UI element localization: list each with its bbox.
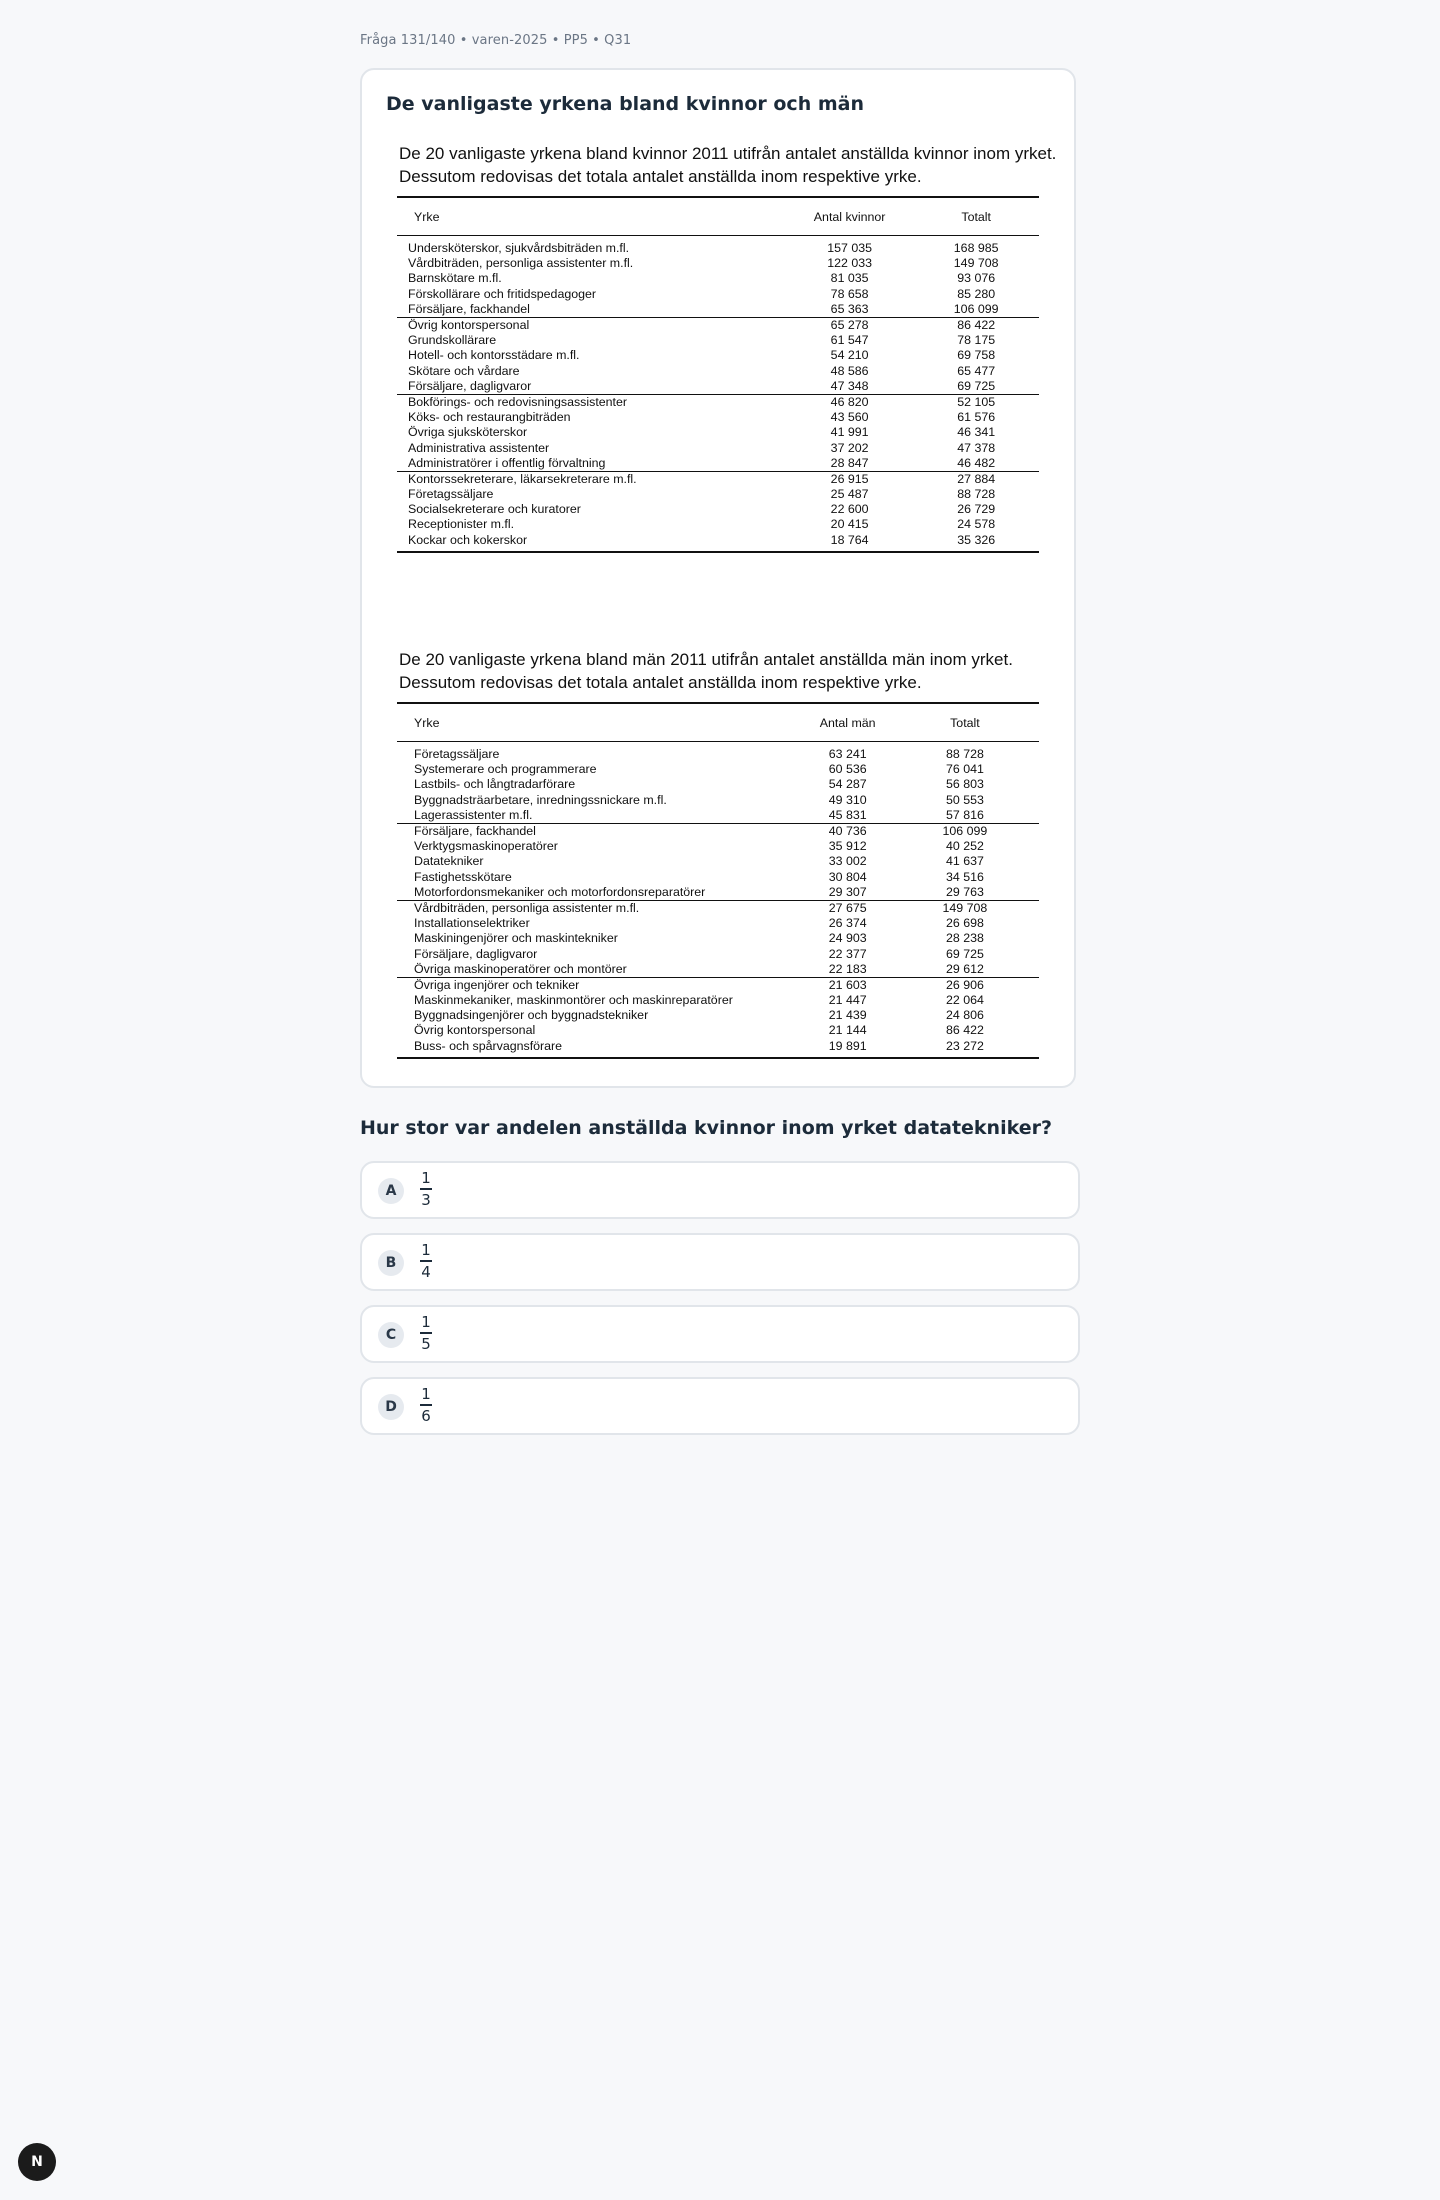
count-cell: 43 560 bbox=[830, 410, 869, 425]
count-cell: 65 278 bbox=[786, 317, 914, 333]
total-cell: 57 816 bbox=[945, 807, 984, 822]
table-row bbox=[397, 931, 1039, 946]
fraction-numerator: 1 bbox=[421, 1241, 431, 1259]
count-cell: 21 447 bbox=[828, 993, 867, 1008]
table-row bbox=[397, 885, 1039, 901]
answer-option-d[interactable] bbox=[360, 1377, 1080, 1435]
occupation-cell: Köks- och restaurangbiträden bbox=[408, 410, 571, 425]
column-header-occupation: Yrke bbox=[397, 197, 786, 236]
occupation-cell: Bokförings- och redovisningsassistenter bbox=[397, 394, 786, 410]
table-row bbox=[397, 993, 1039, 1008]
table-row bbox=[397, 839, 1039, 854]
table-row bbox=[397, 502, 1039, 517]
table-row bbox=[397, 916, 1039, 931]
count-cell: 22 377 bbox=[828, 946, 867, 961]
total-cell: 46 341 bbox=[957, 425, 996, 440]
occupation-cell: Försäljare, fackhandel bbox=[408, 301, 530, 316]
table-row bbox=[397, 348, 1039, 363]
page-content bbox=[360, 0, 1080, 1449]
table-row bbox=[397, 533, 1039, 552]
count-cell: 26 915 bbox=[786, 471, 914, 487]
table-row bbox=[397, 1023, 1039, 1038]
count-cell: 21 144 bbox=[828, 1023, 867, 1038]
fraction-bar bbox=[420, 1332, 432, 1334]
table-row bbox=[397, 241, 1039, 256]
women-caption-line: De 20 vanligaste yrkena bland kvinnor 2011 utifrån antalet anställda kvinnor inom yrket. bbox=[399, 144, 1057, 163]
total-cell: 29 612 bbox=[945, 961, 984, 976]
total-cell: 106 099 bbox=[891, 823, 1039, 839]
total-cell: 28 238 bbox=[945, 931, 984, 946]
count-cell: 18 764 bbox=[786, 533, 914, 552]
count-cell: 19 891 bbox=[805, 1039, 891, 1058]
count-cell: 29 307 bbox=[828, 884, 867, 899]
count-cell: 25 487 bbox=[830, 487, 869, 502]
column-header-total: Totalt bbox=[891, 703, 1039, 742]
count-cell: 78 658 bbox=[830, 286, 869, 301]
count-cell: 24 903 bbox=[828, 931, 867, 946]
total-cell: 22 064 bbox=[945, 993, 984, 1008]
table-row bbox=[397, 317, 1039, 333]
men-table-body bbox=[397, 742, 1039, 1058]
table-row bbox=[397, 977, 1039, 993]
table-row bbox=[397, 379, 1039, 395]
table-row bbox=[397, 471, 1039, 487]
occupation-cell: Grundskollärare bbox=[408, 333, 497, 348]
total-cell: 35 326 bbox=[913, 533, 1039, 552]
occupation-cell: Förskollärare och fritidspedagoger bbox=[408, 286, 597, 301]
fraction-denominator: 4 bbox=[421, 1262, 431, 1281]
total-cell: 50 553 bbox=[945, 792, 984, 807]
men-caption-line: Dessutom redovisas det totala antalet anställda inom respektive yrke. bbox=[399, 673, 922, 692]
fraction-bar bbox=[420, 1404, 432, 1406]
count-cell: 157 035 bbox=[827, 241, 873, 256]
table-row bbox=[397, 1008, 1039, 1023]
table-row bbox=[397, 456, 1039, 472]
count-cell: 45 831 bbox=[828, 807, 867, 822]
table-row bbox=[397, 410, 1039, 425]
table-row bbox=[397, 808, 1039, 824]
count-cell: 60 536 bbox=[828, 762, 867, 777]
occupation-cell: Byggnadsträarbetare, inredningssnickare m.fl. bbox=[414, 792, 667, 807]
occupation-cell: Försäljare, dagligvaror bbox=[408, 378, 532, 393]
question-card bbox=[360, 68, 1076, 1088]
card-title: De vanligaste yrkena bland kvinnor och män bbox=[386, 93, 864, 115]
count-cell: 47 348 bbox=[830, 378, 869, 393]
occupation-cell: Buss- och spårvagnsförare bbox=[397, 1039, 805, 1058]
occupation-cell: Motorfordonsmekaniker och motorfordonsreparatörer bbox=[414, 884, 706, 899]
count-cell: 54 287 bbox=[828, 777, 867, 792]
occupation-cell: Övriga maskinoperatörer och montörer bbox=[414, 961, 627, 976]
women-caption bbox=[397, 142, 1057, 188]
occupation-cell: Maskinmekaniker, maskinmontörer och maskinreparatörer bbox=[414, 993, 733, 1008]
total-cell: 24 578 bbox=[957, 517, 996, 532]
total-cell: 52 105 bbox=[913, 394, 1039, 410]
table-row bbox=[397, 823, 1039, 839]
total-cell: 76 041 bbox=[945, 762, 984, 777]
table-row bbox=[397, 762, 1039, 777]
occupation-cell: Vårdbiträden, personliga assistenter m.fl. bbox=[397, 900, 805, 916]
table-row bbox=[397, 287, 1039, 302]
option-letter-badge: D bbox=[378, 1394, 404, 1420]
occupation-cell: Administrativa assistenter bbox=[408, 440, 550, 455]
total-cell: 34 516 bbox=[945, 869, 984, 884]
table-row bbox=[397, 854, 1039, 869]
table-row bbox=[397, 1039, 1039, 1058]
occupation-cell: Kockar och kokerskor bbox=[397, 533, 786, 552]
table-row bbox=[397, 747, 1039, 762]
total-cell: 61 576 bbox=[957, 410, 996, 425]
table-row bbox=[397, 364, 1039, 379]
count-cell: 61 547 bbox=[830, 333, 869, 348]
count-cell: 48 586 bbox=[830, 363, 869, 378]
occupation-cell: Fastighetsskötare bbox=[414, 869, 512, 884]
answer-option-b[interactable] bbox=[360, 1233, 1080, 1291]
total-cell: 27 884 bbox=[913, 471, 1039, 487]
occupation-cell: Lastbils- och långtradarförare bbox=[414, 777, 576, 792]
option-fraction bbox=[420, 1241, 432, 1281]
total-cell: 41 637 bbox=[945, 854, 984, 869]
table-row bbox=[397, 777, 1039, 792]
total-cell: 93 076 bbox=[957, 271, 996, 286]
table-row bbox=[397, 271, 1039, 286]
total-cell: 78 175 bbox=[957, 333, 996, 348]
men-caption bbox=[397, 648, 1039, 694]
question-breadcrumb: Fråga 131/140 • varen-2025 • PP5 • Q31 bbox=[360, 33, 632, 48]
option-fraction bbox=[420, 1169, 432, 1209]
option-letter-badge: A bbox=[378, 1178, 404, 1204]
column-header-count: Antal män bbox=[805, 703, 891, 742]
count-cell: 65 363 bbox=[830, 301, 869, 316]
table-row bbox=[397, 870, 1039, 885]
count-cell: 22 183 bbox=[828, 961, 867, 976]
count-cell: 28 847 bbox=[830, 455, 869, 470]
occupation-cell: Vårdbiträden, personliga assistenter m.fl. bbox=[408, 256, 634, 271]
occupation-cell: Systemerare och programmerare bbox=[414, 762, 597, 777]
answer-option-c[interactable] bbox=[360, 1305, 1080, 1363]
column-header-total: Totalt bbox=[913, 197, 1039, 236]
total-cell: 69 725 bbox=[945, 946, 984, 961]
count-cell: 22 600 bbox=[830, 502, 869, 517]
men-figure bbox=[397, 648, 1039, 1059]
total-cell: 86 422 bbox=[913, 317, 1039, 333]
total-cell: 88 728 bbox=[957, 487, 996, 502]
occupation-cell: Försäljare, fackhandel bbox=[397, 823, 805, 839]
occupation-cell: Kontorssekreterare, läkarsekreterare m.fl. bbox=[397, 471, 786, 487]
count-cell: 26 374 bbox=[828, 916, 867, 931]
fraction-numerator: 1 bbox=[421, 1385, 431, 1403]
table-row bbox=[397, 900, 1039, 916]
total-cell: 69 725 bbox=[957, 378, 996, 393]
occupation-cell: Övriga ingenjörer och tekniker bbox=[397, 977, 805, 993]
fraction-numerator: 1 bbox=[421, 1313, 431, 1331]
total-cell: 168 985 bbox=[953, 241, 999, 256]
women-caption-line: Dessutom redovisas det totala antalet anställda inom respektive yrke. bbox=[399, 167, 922, 186]
fraction-numerator: 1 bbox=[421, 1169, 431, 1187]
count-cell: 40 736 bbox=[805, 823, 891, 839]
total-cell: 86 422 bbox=[945, 1023, 984, 1038]
count-cell: 122 033 bbox=[827, 256, 873, 271]
total-cell: 26 698 bbox=[945, 916, 984, 931]
total-cell: 46 482 bbox=[957, 455, 996, 470]
table-row bbox=[397, 425, 1039, 440]
table-row bbox=[397, 793, 1039, 808]
occupation-cell: Socialsekreterare och kuratorer bbox=[408, 502, 581, 517]
occupation-cell: Receptionister m.fl. bbox=[408, 517, 515, 532]
total-cell: 56 803 bbox=[945, 777, 984, 792]
logo-letter: N bbox=[31, 2154, 43, 2170]
total-cell: 29 763 bbox=[945, 884, 984, 899]
table-row bbox=[397, 333, 1039, 348]
table-row bbox=[397, 487, 1039, 502]
total-cell: 65 477 bbox=[957, 363, 996, 378]
fraction-bar bbox=[420, 1188, 432, 1190]
count-cell: 49 310 bbox=[828, 792, 867, 807]
occupation-cell: Hotell- och kontorsstädare m.fl. bbox=[408, 348, 580, 363]
men-table bbox=[397, 702, 1039, 1059]
option-letter-badge: B bbox=[378, 1250, 404, 1276]
total-cell: 23 272 bbox=[891, 1039, 1039, 1058]
total-cell: 47 378 bbox=[957, 440, 996, 455]
occupation-cell: Försäljare, dagligvaror bbox=[414, 946, 538, 961]
women-table bbox=[397, 196, 1039, 553]
occupation-cell: Övriga sjuksköterskor bbox=[408, 425, 528, 440]
fraction-denominator: 5 bbox=[421, 1334, 431, 1353]
table-row bbox=[397, 302, 1039, 318]
occupation-cell: Maskiningenjörer och maskintekniker bbox=[414, 931, 618, 946]
question-text: Hur stor var andelen anställda kvinnor inom yrket datatekniker? bbox=[360, 1117, 1052, 1139]
option-fraction bbox=[420, 1385, 432, 1425]
total-cell: 106 099 bbox=[953, 301, 999, 316]
occupation-cell: Företagssäljare bbox=[408, 487, 494, 502]
occupation-cell: Företagssäljare bbox=[414, 747, 500, 762]
total-cell: 149 708 bbox=[891, 900, 1039, 916]
occupation-cell: Administratörer i offentlig förvaltning bbox=[408, 455, 606, 470]
count-cell: 20 415 bbox=[830, 517, 869, 532]
count-cell: 27 675 bbox=[805, 900, 891, 916]
total-cell: 85 280 bbox=[957, 286, 996, 301]
fraction-bar bbox=[420, 1260, 432, 1262]
total-cell: 24 806 bbox=[945, 1008, 984, 1023]
option-fraction bbox=[420, 1313, 432, 1353]
column-header-occupation: Yrke bbox=[397, 703, 805, 742]
answer-options bbox=[360, 1161, 1080, 1435]
count-cell: 46 820 bbox=[786, 394, 914, 410]
occupation-cell: Skötare och vårdare bbox=[408, 363, 520, 378]
count-cell: 33 002 bbox=[828, 854, 867, 869]
occupation-cell: Verktygsmaskinoperatörer bbox=[414, 839, 558, 854]
occupation-cell: Övrig kontorspersonal bbox=[397, 317, 786, 333]
men-caption-line: De 20 vanligaste yrkena bland män 2011 utifrån antalet anställda män inom yrket. bbox=[399, 650, 1013, 669]
total-cell: 26 729 bbox=[957, 502, 996, 517]
column-header-count: Antal kvinnor bbox=[786, 197, 914, 236]
table-row bbox=[397, 256, 1039, 271]
table-row bbox=[397, 962, 1039, 978]
option-letter-badge: C bbox=[378, 1322, 404, 1348]
answer-option-a[interactable] bbox=[360, 1161, 1080, 1219]
women-table-body bbox=[397, 236, 1039, 552]
count-cell: 81 035 bbox=[830, 271, 869, 286]
fraction-denominator: 6 bbox=[421, 1406, 431, 1425]
occupation-cell: Barnskötare m.fl. bbox=[408, 271, 502, 286]
total-cell: 69 758 bbox=[957, 348, 996, 363]
women-figure bbox=[397, 142, 1057, 553]
occupation-cell: Datatekniker bbox=[414, 854, 484, 869]
table-row bbox=[397, 440, 1039, 455]
count-cell: 30 804 bbox=[828, 869, 867, 884]
table-row bbox=[397, 517, 1039, 532]
count-cell: 41 991 bbox=[830, 425, 869, 440]
count-cell: 21 603 bbox=[805, 977, 891, 993]
count-cell: 63 241 bbox=[828, 747, 867, 762]
occupation-cell: Byggnadsingenjörer och byggnadstekniker bbox=[414, 1008, 649, 1023]
fraction-denominator: 3 bbox=[421, 1190, 431, 1209]
count-cell: 21 439 bbox=[828, 1008, 867, 1023]
count-cell: 37 202 bbox=[830, 440, 869, 455]
occupation-cell: Undersköterskor, sjukvårdsbiträden m.fl. bbox=[408, 241, 630, 256]
app-logo-button[interactable] bbox=[18, 2143, 56, 2181]
count-cell: 35 912 bbox=[828, 839, 867, 854]
total-cell: 88 728 bbox=[945, 747, 984, 762]
table-row bbox=[397, 946, 1039, 961]
occupation-cell: Övrig kontorspersonal bbox=[414, 1023, 536, 1038]
total-cell: 26 906 bbox=[891, 977, 1039, 993]
table-row bbox=[397, 394, 1039, 410]
occupation-cell: Installationselektriker bbox=[414, 916, 530, 931]
total-cell: 40 252 bbox=[945, 839, 984, 854]
total-cell: 149 708 bbox=[953, 256, 999, 271]
occupation-cell: Lagerassistenter m.fl. bbox=[414, 807, 533, 822]
count-cell: 54 210 bbox=[830, 348, 869, 363]
